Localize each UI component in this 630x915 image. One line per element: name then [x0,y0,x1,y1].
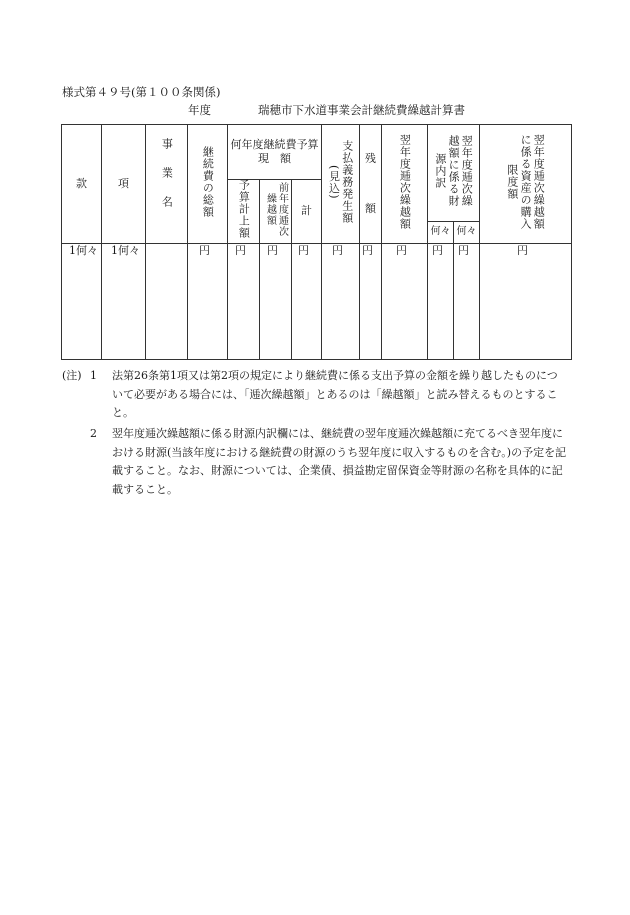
table-row [62,243,572,359]
header-shiharai: 支払義務発生額 (見込) [322,125,360,244]
note-2-text: 翌年度逓次繰越額に係る財源内訳欄には、継続費の翌年度逓次繰越額に充てるべき翌年度における財源(当該年度における継続費の財源のうち翌年度に収入するものを含む。)の予定を記載すること。なお、財源については、企業債、損益勘定留保資金等財源の名称を具体的に記載すること。 [112,427,567,496]
header-yokunendo: 翌年度逓次繰越額 [382,125,428,244]
header-kei: 計 [292,180,322,244]
title-year: 年度 [188,103,211,117]
header-zaigen-group: 翌年度逓次繰越額に係る財源内訳 [428,125,480,222]
header-kaiire: 翌年度逓次繰越額に係る資産の購入限度額 [480,125,572,244]
cell-kou: 1何々 [102,243,146,359]
cell-kei: 円 [292,243,322,359]
form-id: 様式第４９号(第１００条関係) [62,85,221,99]
cell-jigyomei [146,243,188,359]
note-1-text: 法第26条第1項又は第2項の規定により継続費に係る支出予算の金額を繰り越したものについて必要がある場合には、「逓次繰越額」とあるのは「繰越額」と読み替えるものとすること。 [112,369,558,419]
header-nannan-1: 何々 [428,221,454,243]
cell-kan: 1何々 [62,243,102,359]
cell-zan: 円 [360,243,382,359]
cell-yokunendo: 円 [382,243,428,359]
cell-zaigen-2: 円 [454,243,480,359]
header-kan: 款 [62,125,102,244]
header-jigyomei: 事業名 [146,125,188,244]
header-nannan-2: 何々 [454,221,480,243]
note-1: 1 法第26条第1項又は第2項の規定により継続費に係る支出予算の金額を繰り越したものについて必要がある場合には、「逓次繰越額」とあるのは「繰越額」と読み替えるものとすること。 [90,369,558,419]
notes-head: (注) [62,369,82,382]
note-2: 2 翌年度逓次繰越額に係る財源内訳欄には、継続費の翌年度逓次繰越額に充てるべき翌年度における財源(当該年度における継続費の財源のうち翌年度に収入するものを含む。)の予定を記載すること。なお、財源については、企業債、損益勘定留保資金等財源の名称を具体的に記載すること。 [90,427,567,496]
cell-shiharai: 円 [322,243,360,359]
header-yosan-keijo: 予算計上額 [228,180,260,244]
header-kou: 項 [102,125,146,244]
cell-yosan-keijo: 円 [228,243,260,359]
header-zennendo: 前年度逓次繰越額 [260,180,292,244]
header-yosan-group: 何年度継続費予算 現 額 [228,125,322,180]
carryover-table [61,124,572,360]
title-main: 瑞穂市下水道事業会計継続費繰越計算書 [258,103,465,117]
cell-zennendo: 円 [260,243,292,359]
header-sogaku: 継続費の総額 [188,125,228,244]
header-zan: 残 額 [360,125,382,244]
cell-zaigen-1: 円 [428,243,454,359]
cell-sogaku: 円 [188,243,228,359]
cell-kaiire: 円 [480,243,572,359]
